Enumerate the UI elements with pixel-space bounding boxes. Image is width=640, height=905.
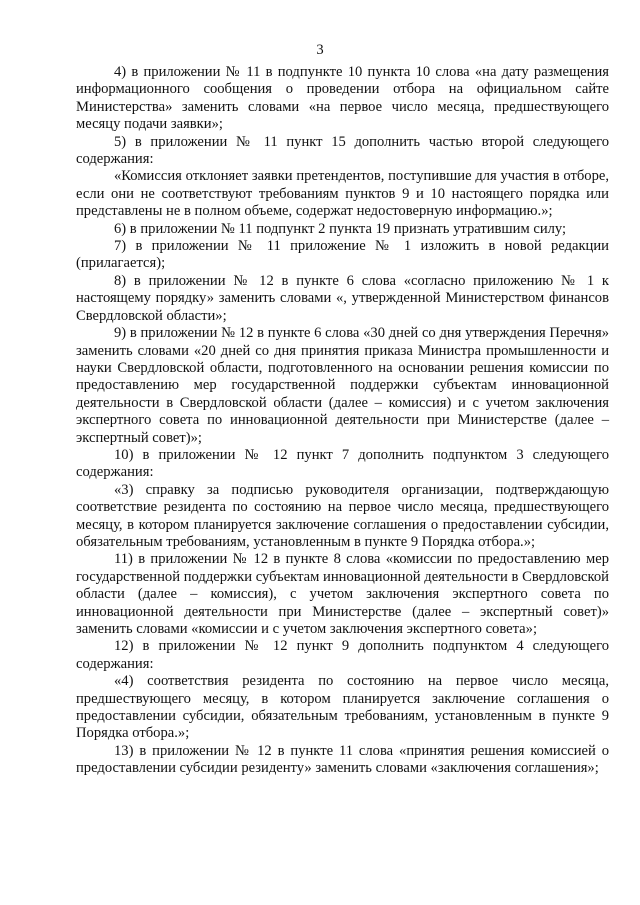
paragraph-item-8: 8) в приложении № 12 в пункте 6 слова «согласно приложению № 1 к настоящему порядку» заменить словами «, утвержденной Министерством финансов Свердловской области»; [76,272,609,324]
document-body [76,64,609,778]
paragraph-item-10: 10) в приложении № 12 пункт 7 дополнить подпунктом 3 следующего содержания: [76,446,609,481]
paragraph-item-4: 4) в приложении № 11 в подпункте 10 пункта 10 слова «на дату размещения информационного сообщения о проведении отбора на официальном сайте Министерства» заменить словами «на первое число месяца, предшествующего месяцу подачи заявки»; [76,64,609,133]
paragraph-item-12: 12) в приложении № 12 пункт 9 дополнить подпунктом 4 следующего содержания: [76,638,609,672]
paragraph-item-6: 6) в приложении № 11 подпункт 2 пункта 19 признать утратившим силу; [114,220,567,237]
paragraph-item-9: 9) в приложении № 12 в пункте 6 слова «30 дней со дня утверждения Перечня» заменить словами «20 дней со дня принятия приказа Министра промышленности и науки Свердловской области, подготовленного на основании решения комиссии по предоставлению мер государственной поддержки субъектам инновационной деятельности в Свердловской области (далее – комиссия) и с учетом заключения экспертного совета по инновационной деятельности при Министерстве (далее – экспертный совет)»; [76,325,609,446]
paragraph-item-12-quote: «4) соответствия резидента по состоянию на первое число месяца, предшествующего месяцу, в котором планируется заключение соглашения о предоставлении субсидии, обязательным требованиям, установленным в пункте 9 Порядка отбора.»; [76,673,609,742]
paragraph-item-5: 5) в приложении № 11 пункт 15 дополнить частью второй следующего содержания: [76,133,609,168]
paragraph-item-10-quote: «3) справку за подписью руководителя организации, подтверждающую соответствие резидента по состоянию на первое число месяца, предшествующего месяцу, в котором планируется заключение соглашения о предоставлении субсидии, обязательным требованиям, установленным в пункте 9 Порядка отбора.»; [76,481,609,550]
paragraph-item-7: 7) в приложении № 11 приложение № 1 изложить в новой редакции (прилагается); [76,238,609,272]
paragraph-item-13: 13) в приложении № 12 в пункте 11 слова «принятия решения комиссией о предоставлении субсидии резиденту» заменить словами «заключения соглашения»; [76,742,609,777]
paragraph-item-5-quote: «Комиссия отклоняет заявки претендентов, поступившие для участия в отборе, если они не соответствуют требованиям пунктов 9 и 10 настоящего порядка или представлены не в полном объеме, содержат недостоверную информацию.»; [76,168,609,220]
page-number: 3 [316,42,324,58]
paragraph-item-11: 11) в приложении № 12 в пункте 8 слова «комиссии по предоставлению мер государственной поддержки субъектам инновационной деятельности в Свердловской области (далее – комиссия), с учетом заключения экспертного совета по инновационной деятельности при Министерстве (далее – экспертный совет)» заменить словами «комиссии и с учетом заключения экспертного совета»; [76,551,609,637]
